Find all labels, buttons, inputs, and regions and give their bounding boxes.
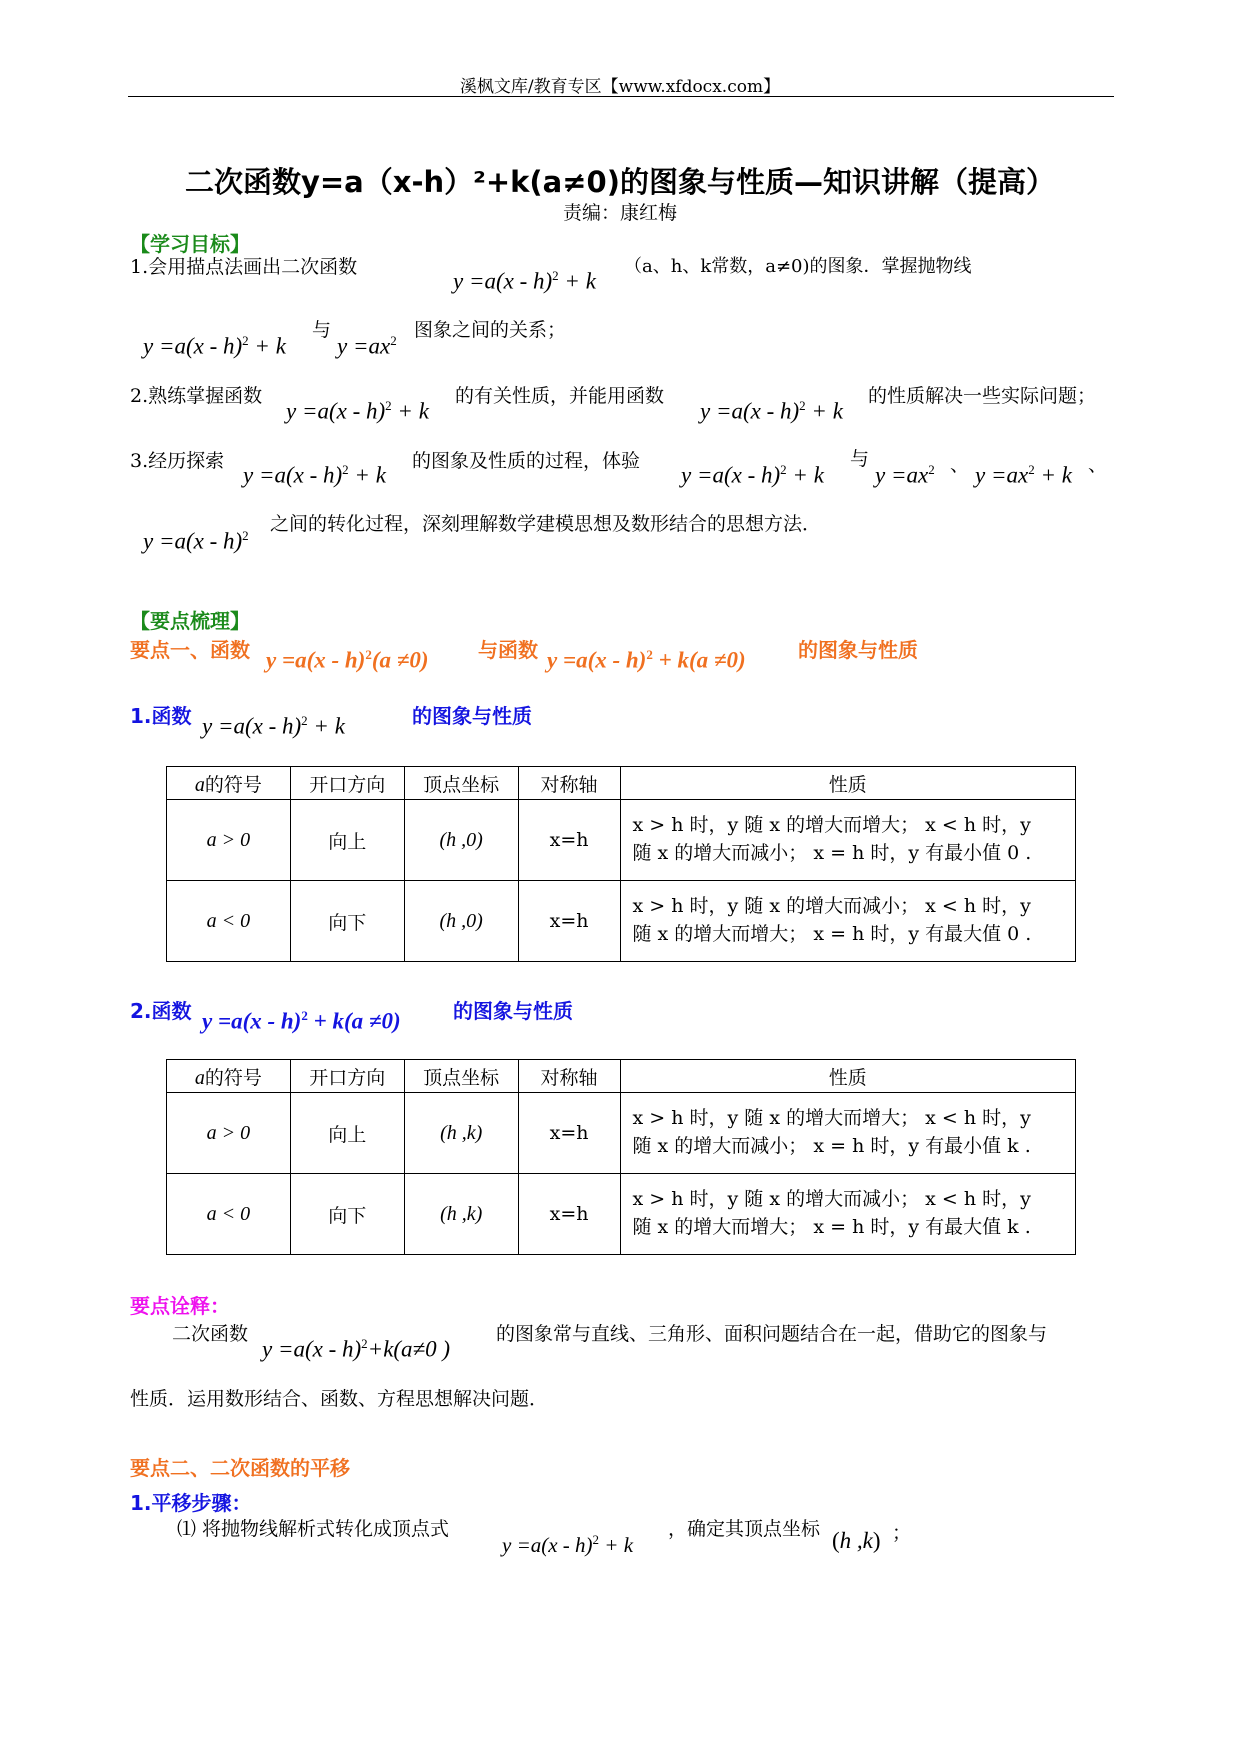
goal2-suffix: 的性质解决一些实际问题； — [868, 385, 1097, 407]
formula-sub1: y =a(x - h)$^2$ + k — [202, 713, 345, 739]
table-row — [167, 1174, 1076, 1255]
point1-suffix: 的图象与性质 — [798, 638, 918, 662]
cell-axis: x=h — [518, 1174, 620, 1255]
header-direction: 开口方向 — [290, 1060, 404, 1093]
header-direction: 开口方向 — [290, 767, 404, 800]
goal1-suffix: （a、h、k常数，a≠0)的图象．掌握抛物线 — [624, 256, 972, 277]
cell-property — [620, 800, 1075, 881]
step1-suffix: ； — [892, 1522, 912, 1544]
goal2-prefix: 2.熟练掌握函数 — [130, 385, 263, 407]
goal1-prefix: 1.会用描点法画出二次函数 — [130, 256, 358, 278]
property-line: x > h 时，y 随 x 的增大而增大； x < h 时，y — [632, 814, 1031, 837]
formula-step1: y =a(x - h)$^2$ + k — [502, 1532, 634, 1557]
document-title: 二次函数y=a（x-h）²+k(a≠0)的图象与性质—知识讲解（提高） — [184, 165, 1055, 199]
header-property: 性质 — [620, 1060, 1075, 1093]
cell-axis: x=h — [518, 881, 620, 962]
formula-vertex-form: y =a(x - h)$^2$ + k — [700, 398, 843, 424]
formula-vertex-form: y =a(x - h)$^2$ + k — [453, 268, 596, 294]
cell-vertex: (h ,0) — [404, 800, 518, 881]
table-row — [167, 881, 1076, 962]
property-line: 随 x 的增大而减小； x = h 时，y 有最小值 0 . — [632, 842, 1032, 864]
formula-vertex-no-k: y =a(x - h)$^2$ — [143, 528, 249, 554]
cell-direction: 向下 — [290, 1174, 404, 1255]
header-vertex: 顶点坐标 — [404, 767, 518, 800]
formula-ax2: $y =ax^2$ — [875, 462, 935, 488]
table-header-row — [167, 1060, 1076, 1093]
goal3-prefix: 3.经历探索 — [130, 450, 225, 472]
properties-table-2 — [166, 1059, 1076, 1255]
header-sign: a的符号 — [167, 1060, 291, 1093]
points-heading: 【要点梳理】 — [130, 609, 250, 633]
notes-line2: 性质．运用数形结合、函数、方程思想解决问题． — [130, 1388, 549, 1410]
table-row — [167, 800, 1076, 881]
header-sign: a的符号 — [167, 767, 291, 800]
header-vertex: 顶点坐标 — [404, 1060, 518, 1093]
cell-direction: 向下 — [290, 881, 404, 962]
editor-line: 责编：康红梅 — [562, 202, 677, 224]
sub2-suffix: 的图象与性质 — [453, 999, 573, 1023]
header-property: 性质 — [620, 767, 1075, 800]
property-line: x > h 时，y 随 x 的增大而增大； x < h 时，y — [632, 1107, 1031, 1130]
cell-sign: a < 0 — [167, 1174, 291, 1255]
section2-sub1: 1.平移步骤： — [130, 1491, 252, 1515]
goal3-sep1: 、 — [950, 454, 970, 476]
cell-sign: a > 0 — [167, 800, 291, 881]
formula-point1-a: y =a(x - h)$^2$(a ≠0) — [266, 647, 429, 673]
cell-axis: x=h — [518, 1093, 620, 1174]
cell-property — [620, 881, 1075, 962]
sub2-prefix: 2.函数 — [130, 999, 192, 1023]
table-header-row — [167, 767, 1076, 800]
step1-prefix: ⑴ 将抛物线解析式转化成顶点式 — [177, 1518, 450, 1540]
cell-vertex: (h ,0) — [404, 881, 518, 962]
formula-sub2: y =a(x - h)$^2$ + k(a ≠0) — [202, 1008, 401, 1034]
cell-sign: a > 0 — [167, 1093, 291, 1174]
cell-direction: 向上 — [290, 1093, 404, 1174]
goal1-line2-suffix: 图象之间的关系； — [414, 319, 567, 341]
goal3-mid: 的图象及性质的过程，体验 — [412, 450, 641, 472]
cell-property — [620, 1174, 1075, 1255]
notes-line1-suffix: 的图象常与直线、三角形、面积问题结合在一起，借助它的图象与 — [496, 1323, 1048, 1345]
cell-sign: a < 0 — [167, 881, 291, 962]
sub1-suffix: 的图象与性质 — [412, 704, 532, 728]
cell-axis: x=h — [518, 800, 620, 881]
goal3-line2-suffix: 之间的转化过程，深刻理解数学建模思想及数形结合的思想方法． — [270, 513, 822, 535]
formula-vertex-form: y =a(x - h)$^2$ + k — [243, 462, 386, 488]
goal1-line2-mid: 与 — [312, 319, 332, 341]
formula-point1-b: y =a(x - h)$^2$ + k(a ≠0) — [547, 647, 746, 673]
properties-table-1 — [166, 766, 1076, 962]
formula-vertex-form: y =a(x - h)$^2$ + k — [681, 462, 824, 488]
property-line: x > h 时，y 随 x 的增大而减小； x < h 时，y — [632, 895, 1031, 918]
goals-heading: 【学习目标】 — [130, 232, 250, 256]
header-axis: 对称轴 — [518, 767, 620, 800]
cell-direction: 向上 — [290, 800, 404, 881]
formula-vertex-coord: (h ,k) — [832, 1528, 881, 1553]
property-line: 随 x 的增大而增大； x = h 时，y 有最大值 0 . — [632, 923, 1032, 945]
table-row — [167, 1093, 1076, 1174]
point1-prefix: 要点一、函数 — [130, 638, 250, 662]
header-axis: 对称轴 — [518, 1060, 620, 1093]
cell-property — [620, 1093, 1075, 1174]
formula-notes: y =a(x - h)$^2$+k(a≠0 ) — [262, 1336, 451, 1362]
point1-mid: 与函数 — [478, 638, 538, 662]
formula-ax2-plus-k: $y =ax^2 + k$ — [975, 462, 1072, 488]
cell-vertex: (h ,k) — [404, 1093, 518, 1174]
cell-vertex: (h ,k) — [404, 1174, 518, 1255]
notes-line1-prefix: 二次函数 — [172, 1323, 249, 1345]
formula-ax2: $y =ax^2$ — [337, 333, 397, 359]
page-header: 溪枫文库/教育专区【www.xfdocx.com】 — [459, 77, 781, 97]
property-line: 随 x 的增大而减小； x = h 时，y 有最小值 k . — [632, 1135, 1031, 1157]
step1-mid: ，确定其顶点坐标 — [668, 1518, 821, 1540]
sub1-prefix: 1.函数 — [130, 704, 192, 728]
formula-vertex-form: y =a(x - h)$^2$ + k — [286, 398, 429, 424]
property-line: 随 x 的增大而增大； x = h 时，y 有最大值 k . — [632, 1216, 1031, 1238]
header-rule — [128, 96, 1114, 97]
formula-vertex-form: y =a(x - h)$^2$ + k — [143, 333, 286, 359]
notes-heading: 要点诠释： — [130, 1294, 230, 1318]
goal3-mid2: 与 — [850, 448, 870, 470]
property-line: x > h 时，y 随 x 的增大而减小； x < h 时，y — [632, 1188, 1031, 1211]
goal2-mid: 的有关性质，并能用函数 — [455, 385, 665, 407]
goal3-sep2: 、 — [1088, 454, 1108, 476]
section2-heading: 要点二、二次函数的平移 — [130, 1456, 350, 1480]
